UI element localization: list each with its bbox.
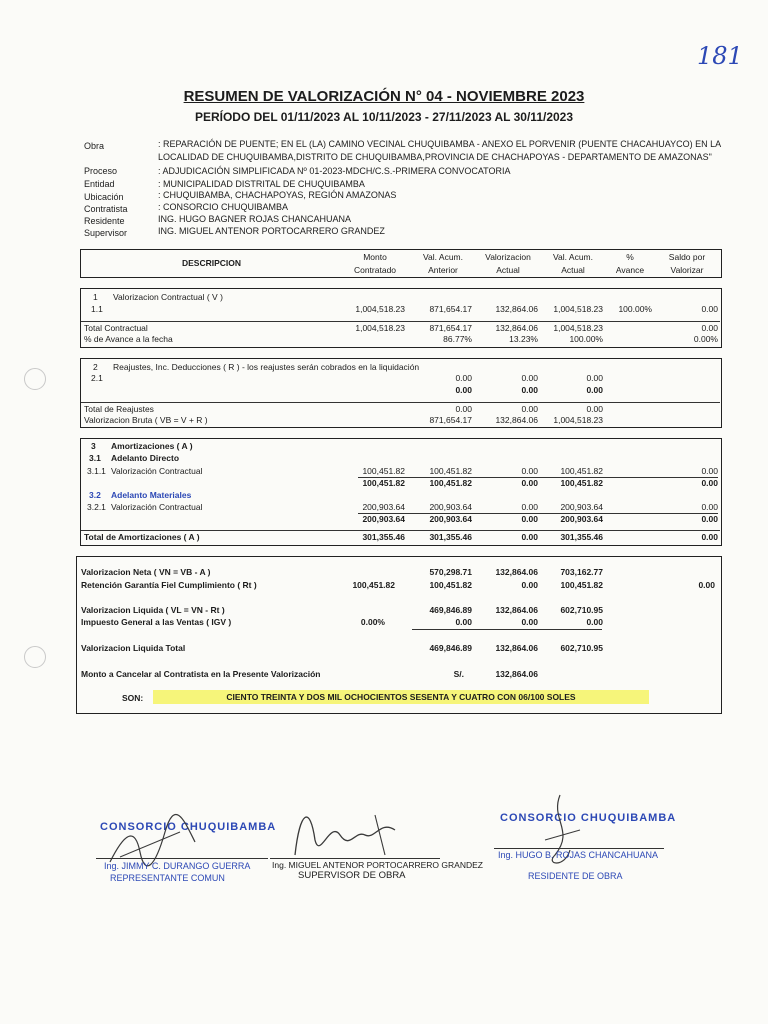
ret-monto: 100,451.82 (352, 580, 395, 590)
page-subtitle: PERÍODO DEL 01/11/2023 AL 10/11/2023 - 27/11/2023 AL 30/11/2023 (194, 110, 574, 124)
s2-row-code: 2.1 (91, 373, 103, 383)
entidad-value: : MUNICIPALIDAD DISTRITAL DE CHUQUIBAMBA (158, 179, 365, 189)
s3b-sub-ant: 200,903.64 (429, 514, 472, 524)
s2-bruta-acu: 1,004,518.23 (553, 415, 603, 425)
s1-row-pct: 100.00% (618, 304, 652, 314)
header-pct-1: % (626, 252, 634, 262)
binder-hole-top (24, 368, 46, 390)
igv-acu: 0.00 (586, 617, 603, 627)
s1-total-acu: 1,004,518.23 (553, 323, 603, 333)
neta-label: Valorizacion Neta ( VN = VB - A ) (81, 567, 211, 577)
s1-total-act: 132,864.06 (495, 323, 538, 333)
page-number: 181 (697, 42, 743, 70)
son-text: CIENTO TREINTA Y DOS MIL OCHOCIENTOS SESENTA Y CUATRO CON 06/100 SOLES (226, 692, 576, 702)
s3-title: Amortizaciones ( A ) (111, 441, 193, 451)
s1-total-monto: 1,004,518.23 (355, 323, 405, 333)
binder-hole-bottom (24, 646, 46, 668)
s3b-title: Adelanto Materiales (111, 490, 192, 500)
supervisor-label: Supervisor (84, 228, 128, 238)
ubicacion-value: : CHUQUIBAMBA, CHACHAPOYAS, REGIÓN AMAZONAS (158, 190, 397, 200)
contratista-value: : CONSORCIO CHUQUIBAMBA (158, 202, 289, 212)
s2-total-acu: 0.00 (586, 404, 603, 414)
s1-row-monto: 1,004,518.23 (355, 304, 405, 314)
right-signer-role: RESIDENTE DE OBRA (528, 871, 623, 881)
s1-divider (81, 321, 720, 322)
s2-num: 2 (93, 362, 98, 372)
s3b-ant: 200,903.64 (429, 502, 472, 512)
s2-sub-ant: 0.00 (455, 385, 472, 395)
igv-ant: 0.00 (455, 617, 472, 627)
s2-sub-act: 0.00 (521, 385, 538, 395)
s3a-acu: 100,451.82 (560, 466, 603, 476)
s2-row-acu: 0.00 (586, 373, 603, 383)
s2-bruta-label: Valorizacion Bruta ( VB = V + R ) (84, 415, 208, 425)
header-saldo-1: Saldo por (668, 252, 706, 262)
igv-act: 0.00 (521, 617, 538, 627)
liq-act: 132,864.06 (495, 605, 538, 615)
s2-divider (81, 402, 720, 403)
s3a-sub-ant: 100,451.82 (429, 478, 472, 488)
s2-title: Reajustes, Inc. Deducciones ( R ) - los reajustes serán cobrados en la liquidación (113, 362, 420, 372)
s3b-sub-acu: 200,903.64 (560, 514, 603, 524)
s1-row-ant: 871,654.17 (429, 304, 472, 314)
s3a-sub-saldo: 0.00 (701, 478, 718, 488)
middle-signer-name: Ing. MIGUEL ANTENOR PORTOCARRERO GRANDEZ (272, 860, 483, 870)
s3-total-act: 0.00 (521, 532, 538, 542)
s2-bruta-ant: 871,654.17 (429, 415, 472, 425)
neta-ant: 570,298.71 (429, 567, 472, 577)
page-title: RESUMEN DE VALORIZACIÓN N° 04 - NOVIEMBRE 2023 (183, 88, 585, 105)
igv-label: Impuesto General a las Ventas ( IGV ) (81, 617, 232, 627)
s1-total-label: Total Contractual (84, 323, 148, 333)
s3a-ant: 100,451.82 (429, 466, 472, 476)
s1-row-acu: 1,004,518.23 (553, 304, 603, 314)
s3b-monto: 200,903.64 (362, 502, 405, 512)
s1-pct-acu: 100.00% (569, 334, 603, 344)
s3a-code: 3.1.1 (87, 466, 106, 476)
liq-ant: 469,846.89 (429, 605, 472, 615)
proceso-value: : ADJUDICACIÓN SIMPLIFICADA Nº 01-2023-MDCH/C.S.-PRIMERA CONVOCATORIA (158, 166, 511, 176)
s2-total-label: Total de Reajustes (84, 404, 154, 414)
s1-pct-ant: 86.77% (443, 334, 472, 344)
residente-label: Residente (84, 216, 125, 226)
proceso-label: Proceso (84, 166, 118, 176)
obra-label: Obra (84, 141, 105, 151)
header-saldo-2: Valorizar (670, 265, 704, 275)
neta-acu: 703,162.77 (560, 567, 603, 577)
s2-row-ant: 0.00 (455, 373, 472, 383)
right-stamp-title: CONSORCIO CHUQUIBAMBA (500, 812, 677, 824)
liq-acu: 602,710.95 (560, 605, 603, 615)
s3b-sub-saldo: 0.00 (701, 514, 718, 524)
s3b-acu: 200,903.64 (560, 502, 603, 512)
header-valacu-2: Actual (561, 265, 585, 275)
s3-total-monto: 301,355.46 (362, 532, 405, 542)
header-valant-2: Anterior (428, 265, 458, 275)
s3b-sub-act: 0.00 (521, 514, 538, 524)
s2-bruta-act: 132,864.06 (495, 415, 538, 425)
middle-signature (285, 800, 415, 865)
s2-total-ant: 0.00 (455, 404, 472, 414)
right-signer-name: Ing. HUGO B. ROJAS CHANCAHUANA (498, 850, 659, 860)
middle-signer-role: SUPERVISOR DE OBRA (298, 870, 406, 881)
neta-act: 132,864.06 (495, 567, 538, 577)
cancel-label: Monto a Cancelar al Contratista en la Presente Valorización (81, 669, 321, 679)
middle-signature-line (270, 858, 440, 859)
s3-total-saldo: 0.00 (701, 532, 718, 542)
header-valacu-1: Val. Acum. (553, 252, 593, 262)
ret-act: 0.00 (521, 580, 538, 590)
liquida-total-act: 132,864.06 (495, 643, 538, 653)
header-monto-1: Monto (363, 252, 387, 262)
ret-label: Retención Garantía Fiel Cumplimiento ( Rt ) (81, 580, 257, 590)
s3b-desc: Valorización Contractual (111, 502, 203, 512)
left-signer-name: Ing. JIMMY C. DURANGO GUERRA (104, 861, 251, 871)
s3b-sub-monto: 200,903.64 (362, 514, 405, 524)
header-valant-1: Val. Acum. (423, 252, 463, 262)
s3-total-label: Total de Amortizaciones ( A ) (84, 532, 200, 542)
s1-total-saldo: 0.00 (701, 323, 718, 333)
s3a-sub-monto: 100,451.82 (362, 478, 405, 488)
s3a-sub-act: 0.00 (521, 478, 538, 488)
s1-row-saldo: 0.00 (701, 304, 718, 314)
s2-sub-acu: 0.00 (586, 385, 603, 395)
left-signer-role: REPRESENTANTE COMUN (110, 873, 225, 883)
s3-divider (81, 530, 720, 531)
s3b-num: 3.2 (89, 490, 101, 500)
left-signature-line (96, 858, 268, 859)
supervisor-value: ING. MIGUEL ANTENOR PORTOCARRERO GRANDEZ (158, 226, 385, 236)
s1-title: Valorizacion Contractual ( V ) (113, 292, 223, 302)
s3-total-acu: 301,355.46 (560, 532, 603, 542)
header-valact-1: Valorizacion (485, 252, 531, 262)
obra-value-line2: LOCALIDAD DE CHUQUIBAMBA,DISTRITO DE CHUQUIBAMBA,PROVINCIA DE CHACHAPOYAS - DEPARTAMENTO DE AMAZONAS" (158, 152, 712, 162)
header-monto-2: Contratado (353, 265, 397, 275)
s3a-monto: 100,451.82 (362, 466, 405, 476)
left-stamp-title: CONSORCIO CHUQUIBAMBA (100, 821, 277, 833)
s3b-code: 3.2.1 (87, 502, 106, 512)
s3-total-ant: 301,355.46 (429, 532, 472, 542)
obra-value-line1: : REPARACIÓN DE PUENTE; EN EL (LA) CAMINO VECINAL CHUQUIBAMBA - ANEXO EL PORVENIR (PUENTE CHACAHUAYCO) EN LA (158, 139, 722, 149)
contratista-label: Contratista (84, 204, 128, 214)
igv-monto: 0.00% (360, 617, 385, 627)
ret-acu: 100,451.82 (560, 580, 603, 590)
s1-row-code: 1.1 (91, 304, 103, 314)
igv-underline (412, 629, 602, 630)
s2-row-act: 0.00 (521, 373, 538, 383)
s1-pct-act: 13.23% (509, 334, 538, 344)
s3a-num: 3.1 (89, 453, 101, 463)
s1-pct-label: % de Avance a la fecha (84, 334, 173, 344)
liquida-total-ant: 469,846.89 (429, 643, 472, 653)
ret-saldo: 0.00 (698, 580, 715, 590)
s3a-act: 0.00 (521, 466, 538, 476)
liquida-total-acu: 602,710.95 (560, 643, 603, 653)
son-label: SON: (122, 693, 144, 703)
cancel-currency: S/. (453, 669, 464, 679)
s3a-title: Adelanto Directo (111, 453, 180, 463)
s3b-act: 0.00 (521, 502, 538, 512)
s1-num: 1 (93, 292, 98, 302)
entidad-label: Entidad (84, 179, 115, 189)
header-valact-2: Actual (496, 265, 520, 275)
s1-pct-saldo: 0.00% (693, 334, 718, 344)
s1-total-ant: 871,654.17 (429, 323, 472, 333)
residente-value: ING. HUGO BAGNER ROJAS CHANCAHUANA (158, 214, 352, 224)
header-descripcion: DESCRIPCION (182, 258, 242, 268)
ret-ant: 100,451.82 (429, 580, 472, 590)
s3a-sub-acu: 100,451.82 (560, 478, 603, 488)
liq-label: Valorizacion Liquida ( VL = VN - Rt ) (81, 605, 225, 615)
ubicacion-label: Ubicación (84, 192, 124, 202)
s3a-desc: Valorización Contractual (111, 466, 203, 476)
header-pct-2: Avance (615, 265, 645, 275)
cancel-value: 132,864.06 (495, 669, 538, 679)
s2-total-act: 0.00 (521, 404, 538, 414)
s3-num: 3 (91, 441, 96, 451)
right-signature-line (494, 848, 664, 849)
s1-row-act: 132,864.06 (495, 304, 538, 314)
s3b-saldo: 0.00 (701, 502, 718, 512)
s3a-saldo: 0.00 (701, 466, 718, 476)
liquida-total-label: Valorizacion Liquida Total (81, 643, 186, 653)
